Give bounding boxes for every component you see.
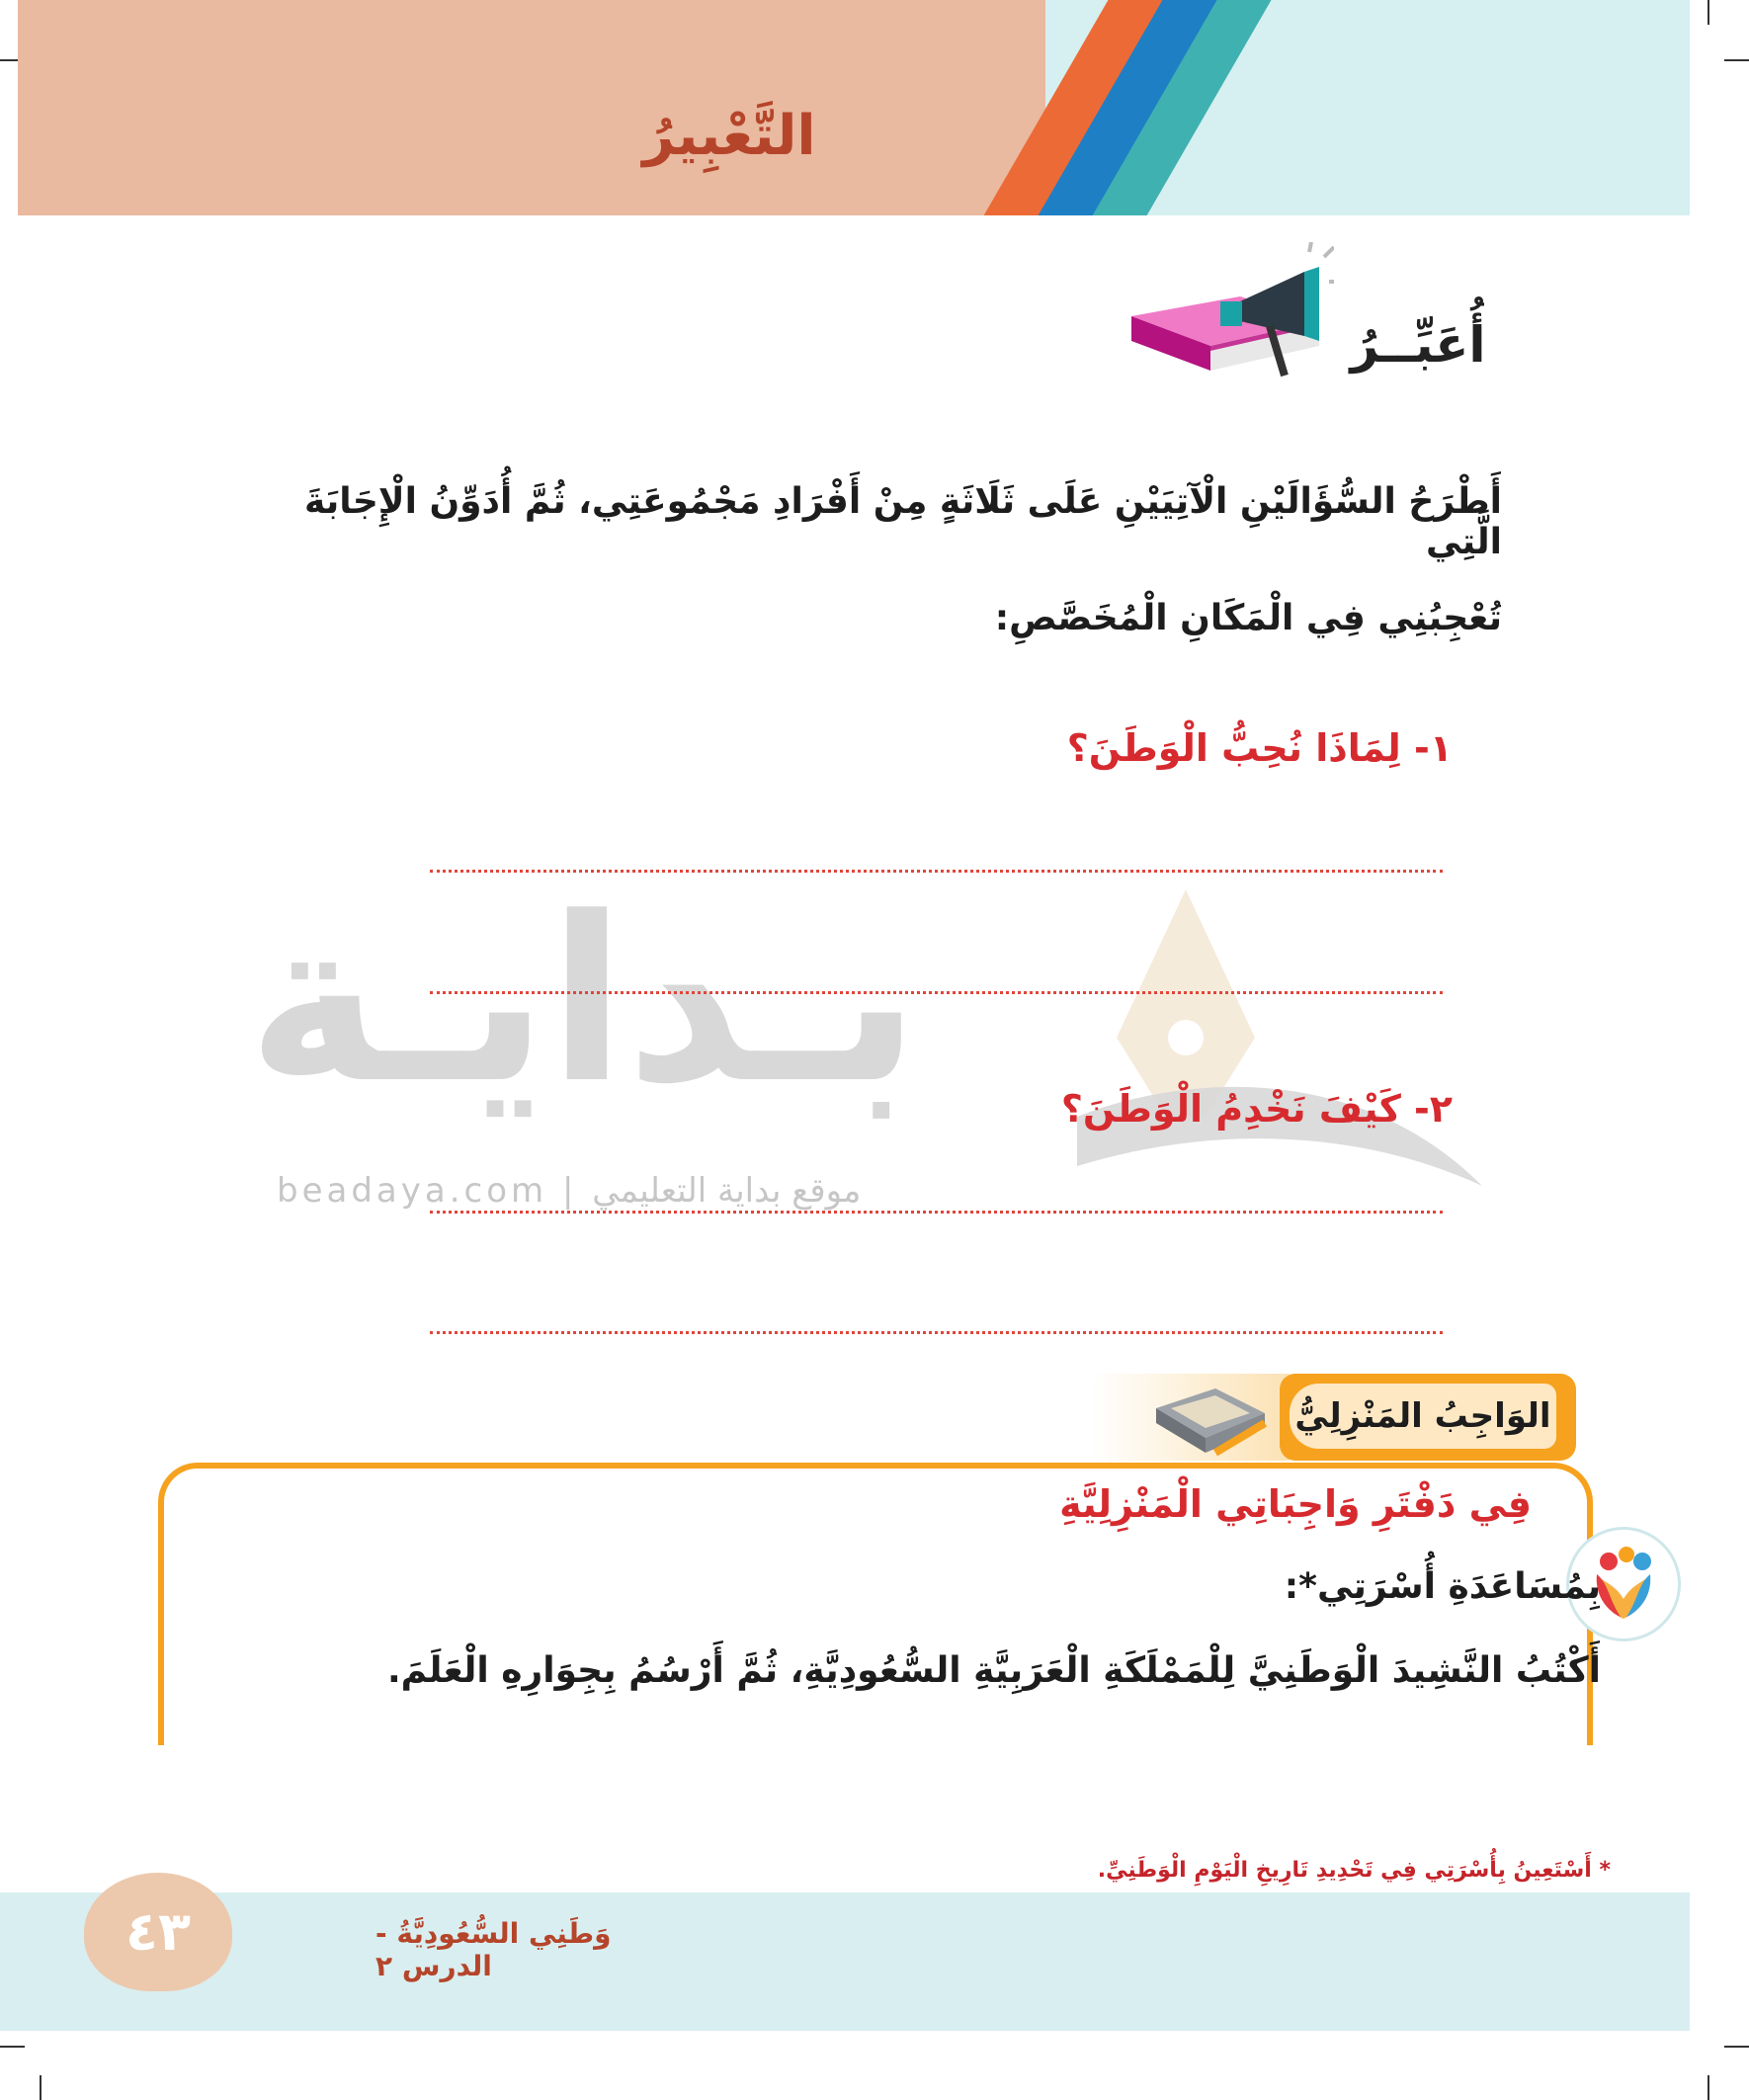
crop-mark xyxy=(1724,2046,1749,2048)
question-2: ٢- كَيْفَ نَخْدِمُ الْوَطَنَ؟ xyxy=(1060,1087,1453,1131)
watermark-text: بـدايـة xyxy=(247,870,921,1134)
pen-nib-watermark-icon xyxy=(1057,880,1492,1206)
header-band xyxy=(18,0,1690,215)
footer-unit-label: وَطَنِي السُّعُودِيَّةُ - الدرس ٢ xyxy=(375,1917,612,1982)
crop-mark xyxy=(1724,59,1749,61)
answer-line[interactable] xyxy=(430,1331,1443,1334)
crop-mark xyxy=(1707,0,1709,25)
homework-help-text: بِمُسَاعَدَةِ أُسْرَتِي*: xyxy=(1284,1566,1601,1607)
instruction-line-1: أَطْرَحُ السُّؤَالَيْنِ الْآتِيَيْنِ عَلَى ثَلَاثَةٍ مِنْ أَفْرَادِ مَجْمُوعَتِي، ثُمَّ أُدَوِّنُ الْإِجَابَةَ الَّتِي xyxy=(303,481,1502,562)
notebook-pencil-icon xyxy=(1146,1379,1275,1463)
crop-mark xyxy=(40,2075,42,2100)
book-megaphone-icon xyxy=(1122,242,1334,390)
crop-mark xyxy=(1707,2075,1709,2100)
page-number-badge xyxy=(84,1873,232,1991)
page-title: التَّعْبِيرُ xyxy=(642,104,816,168)
homework-tab xyxy=(1280,1374,1576,1461)
answer-line[interactable] xyxy=(430,991,1443,994)
instruction-line-2: تُعْجِبُنِي فِي الْمَكَانِ الْمُخَصَّصِ: xyxy=(994,598,1502,638)
answer-line[interactable] xyxy=(430,1211,1443,1214)
crop-mark xyxy=(0,2046,25,2048)
question-1: ١- لِمَاذَا نُحِبُّ الْوَطَنَ؟ xyxy=(1066,726,1453,770)
answer-line[interactable] xyxy=(430,870,1443,873)
section-label: أُعَبِّــرُ xyxy=(1350,316,1486,374)
watermark-url: beadaya.com | موقع بداية التعليمي xyxy=(277,1171,862,1211)
homework-task: أَكْتُبُ النَّشِيدَ الْوَطَنِيَّ لِلْمَمْلَكَةِ الْعَرَبِيَّةِ السُّعُودِيَّةِ، ثُمَّ أَرْسُمُ بِجِوَارِهِ الْعَلَمَ. xyxy=(386,1650,1601,1691)
page-number: ٤٣ xyxy=(125,1900,191,1963)
homework-notebook: فِي دَفْتَرِ وَاجِبَاتِي الْمَنْزِلِيَّةِ xyxy=(1059,1482,1532,1526)
footer-band xyxy=(0,1892,1690,2031)
homework-tab-label: الوَاجِبُ المَنْزِلِيُّ xyxy=(1290,1384,1556,1449)
footnote: * أَسْتَعِينُ بِأُسْرَتِي فِي تَحْدِيدِ تَارِيخِ الْيَوْمِ الْوَطَنِيِّ. xyxy=(1097,1858,1611,1883)
